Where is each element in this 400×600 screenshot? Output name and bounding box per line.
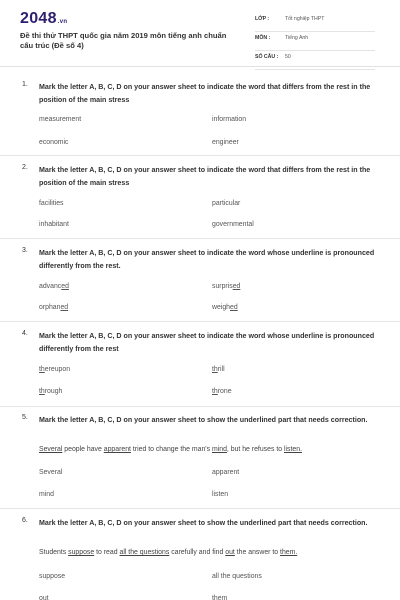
option-text: rill — [217, 366, 225, 373]
meta-value: Tiếng Anh — [285, 35, 309, 41]
underlined-part: mind — [211, 446, 227, 453]
option-a[interactable]: Several — [39, 469, 63, 476]
question-sentence — [39, 446, 302, 453]
meta-row-subject — [255, 32, 375, 51]
option-a[interactable] — [39, 283, 69, 290]
option-b[interactable]: information — [212, 116, 247, 123]
question-text: Mark the letter A, B, C, D on your answer sheet to indicate the word that differs from the rest in the position of the main stress — [39, 166, 371, 187]
question-text: Mark the letter A, B, C, D on your answer sheet to indicate the word whose underline is pronounced differently from the rest. — [39, 249, 375, 270]
option-d[interactable]: governmental — [212, 221, 254, 228]
question-number: 4. — [22, 330, 28, 337]
option-d[interactable]: engineer — [212, 139, 239, 146]
question-divider — [0, 508, 400, 509]
sentence-text: the answer to — [234, 549, 281, 556]
sentence-text: tried to change the man's — [130, 446, 212, 453]
option-text: weigh — [212, 304, 231, 311]
option-c[interactable]: mind — [39, 491, 54, 498]
underlined-part: ed — [61, 283, 69, 290]
meta-value: 50 — [285, 54, 291, 60]
question-divider — [0, 155, 400, 156]
option-a[interactable]: suppose — [39, 573, 66, 580]
meta-row-count — [255, 51, 375, 70]
meta-key: SỐ CÂU : — [255, 54, 279, 60]
question-text: Mark the letter A, B, C, D on your answer sheet to show the underlined part that needs correction. — [39, 519, 368, 527]
option-d[interactable] — [212, 304, 238, 311]
option-d[interactable] — [212, 388, 232, 395]
option-text: rone — [217, 388, 232, 395]
question-number: 3. — [22, 247, 28, 254]
meta-value: Tốt nghiệp THPT — [285, 16, 325, 22]
option-a[interactable] — [39, 366, 70, 373]
option-a[interactable]: facilities — [39, 200, 64, 207]
option-b[interactable]: particular — [212, 200, 241, 207]
question-sentence — [39, 549, 297, 556]
option-d[interactable]: listen — [212, 491, 229, 498]
question-text: Mark the letter A, B, C, D on your answer sheet to indicate the word whose underline is pronounced differently from the rest — [39, 332, 375, 353]
option-text: orphan — [39, 304, 61, 311]
option-text: rough — [44, 388, 63, 395]
underlined-part: suppose — [68, 549, 95, 556]
underlined-part: out — [225, 549, 235, 556]
exam-title: Đề thi thử THPT quốc gia năm 2019 môn tiếng anh chuẩn cấu trúc (Đề số 4) — [20, 31, 227, 50]
logo-suffix: .vn — [57, 19, 68, 25]
option-c[interactable]: economic — [39, 139, 69, 146]
header-divider — [0, 66, 400, 67]
option-b[interactable]: all the questions — [212, 573, 262, 580]
option-b[interactable]: apparent — [212, 469, 240, 476]
option-c[interactable]: inhabitant — [39, 221, 69, 228]
option-a[interactable]: measurement — [39, 116, 82, 123]
sentence-text: , but he refuses to — [226, 446, 284, 453]
option-b[interactable] — [212, 283, 240, 290]
option-b[interactable] — [212, 366, 225, 373]
logo-text: 2048 — [20, 10, 57, 27]
option-c[interactable]: out — [39, 595, 49, 600]
underlined-part: all the questions — [119, 549, 170, 556]
question-number: 6. — [22, 517, 28, 524]
sentence-text: to read — [94, 549, 120, 556]
underlined-part: apparent — [103, 446, 131, 453]
underlined-part: ed — [232, 283, 241, 290]
underlined-part: th — [39, 388, 45, 395]
option-text: surpris — [212, 283, 233, 290]
site-logo[interactable] — [20, 10, 67, 28]
option-text: advanc — [39, 283, 62, 290]
page-header — [0, 0, 400, 66]
sentence-text: people have — [62, 446, 104, 453]
sentence-text: Students — [39, 549, 69, 556]
option-c[interactable] — [39, 388, 62, 395]
question-divider — [0, 321, 400, 322]
underlined-part: th — [212, 366, 218, 373]
underlined-part: listen. — [283, 446, 302, 453]
underlined-part: Several — [39, 446, 63, 453]
option-d[interactable]: them — [212, 595, 228, 600]
meta-key: LỚP : — [255, 16, 270, 22]
underlined-part: ed — [230, 304, 238, 311]
option-c[interactable] — [39, 304, 68, 311]
underlined-part: ed — [60, 304, 69, 311]
sentence-text: carefully and find — [169, 549, 226, 556]
meta-row-class — [255, 13, 375, 32]
question-divider — [0, 238, 400, 239]
question-text: Mark the letter A, B, C, D on your answer sheet to show the underlined part that needs correction. — [39, 416, 368, 424]
underlined-part: th — [39, 366, 45, 373]
question-text: Mark the letter A, B, C, D on your answer sheet to indicate the word that differs from the rest in the position of the main stress — [39, 83, 371, 104]
underlined-part: them. — [280, 549, 298, 556]
exam-meta — [255, 13, 375, 70]
underlined-part: th — [212, 388, 218, 395]
question-divider — [0, 406, 400, 407]
option-text: ereupon — [44, 366, 71, 373]
question-number: 2. — [22, 164, 28, 171]
meta-key: MÔN : — [255, 35, 271, 41]
question-number: 5. — [22, 414, 28, 421]
question-number: 1. — [22, 81, 28, 88]
